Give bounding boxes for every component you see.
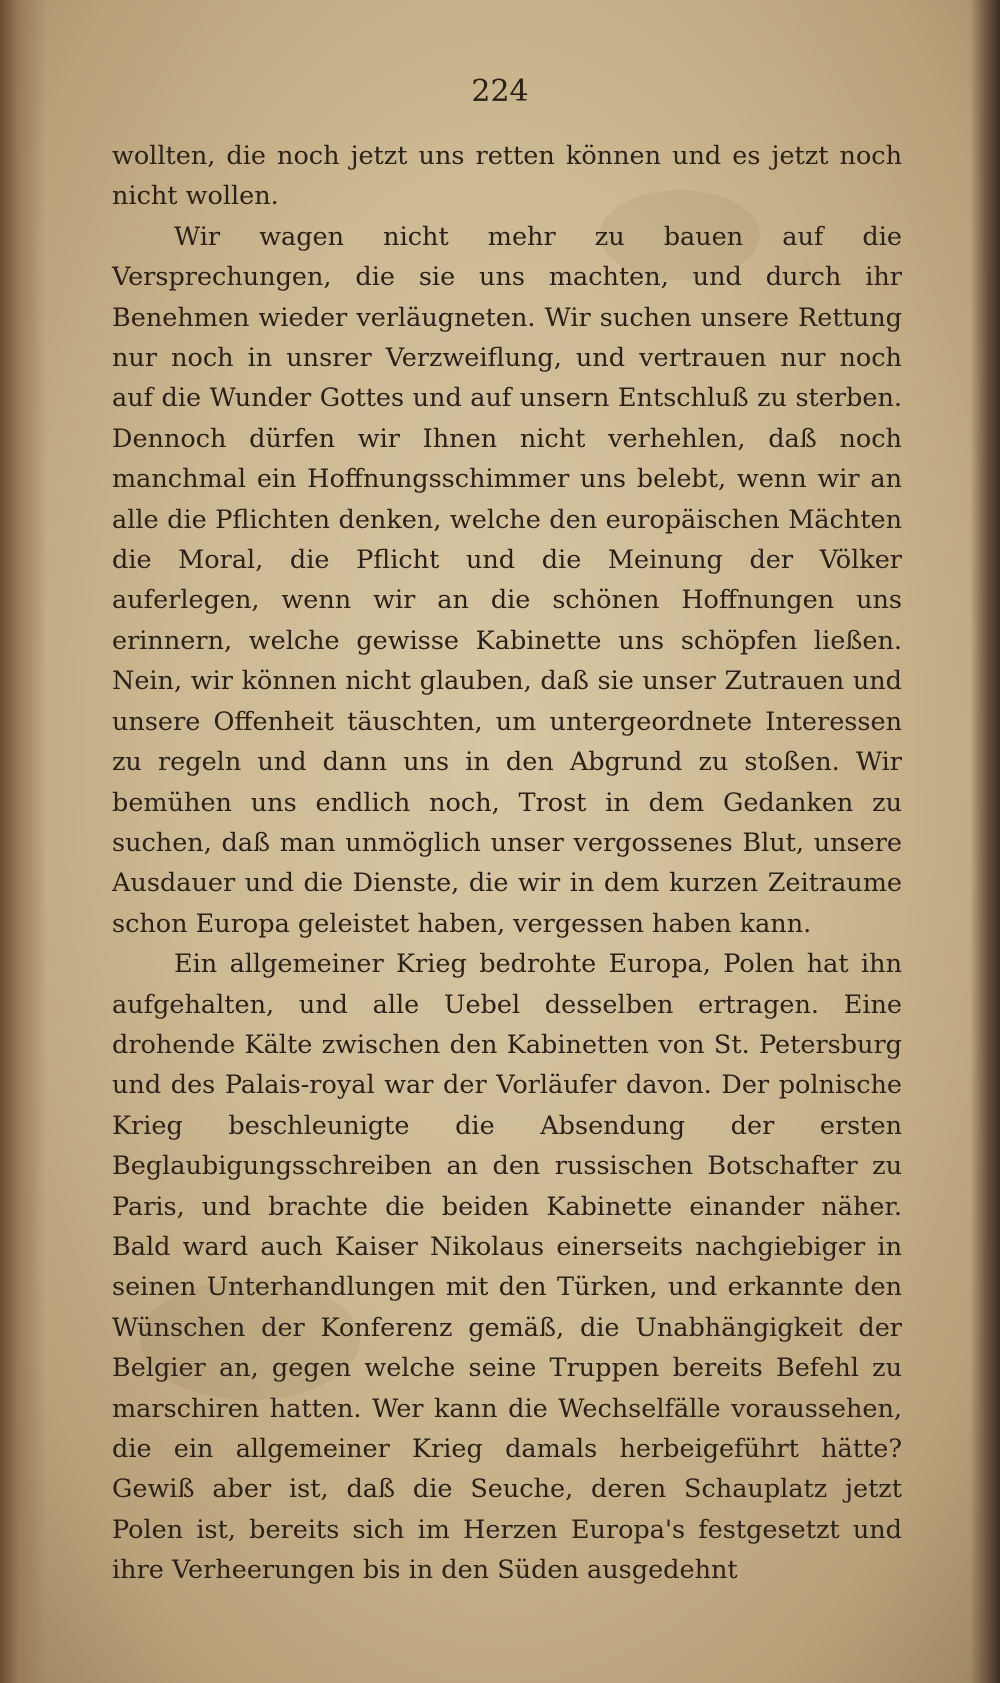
page-edge-left (0, 0, 46, 1683)
page-number: 224 (471, 74, 529, 109)
paragraph: Ein allgemeiner Krieg bedrohte Europa, Polen hat ihn aufgehalten, und alle Uebel desselben ertragen. Eine drohende Kälte zwischen den Kabinetten von St. Petersburg und des Palais-royal war der Vorläufer davon. Der polnische Krieg beschleunigte die Absendung der ersten Beglaubigungsschreiben an den russischen Botschafter zu Paris, und brachte die beiden Kabinette einander näher. Bald ward auch Kaiser Nikolaus einerseits nachgiebiger in seinen Unterhandlungen mit den Türken, und erkannte den Wünschen der Konferenz gemäß, die Unabhängigkeit der Belgier an, gegen welche seine Truppen bereits Befehl zu marschiren hatten. Wer kann die Wechselfälle voraussehen, die ein allgemeiner Krieg damals herbeigeführt hätte? Gewiß aber ist, daß die Seuche, deren Schauplatz jetzt Polen ist, bereits sich im Herzen Europa's festgesetzt und ihre Verheerungen bis in den Süden ausgedehnt (112, 949, 902, 1586)
page-edge-right (970, 0, 1000, 1683)
paragraph: Wir wagen nicht mehr zu bauen auf die Versprechungen, die sie uns machten, und durch ihr Benehmen wieder verläugneten. Wir suchen unsere Rettung nur noch in unsrer Verzweiflung, und vertrauen nur noch auf die Wunder Gottes und auf unsern Entschluß zu sterben. Dennoch dürfen wir Ihnen nicht verhehlen, daß noch manchmal ein Hoffnungsschimmer uns belebt, wenn wir an alle die Pflichten denken, welche den europäischen Mächten die Moral, die Pflicht und die Meinung der Völker auferlegen, wenn wir an die schönen Hoffnungen uns erinnern, welche gewisse Kabinette uns schöpfen ließen. Nein, wir können nicht glauben, daß sie unser Zutrauen und unsere Offenheit täuschten, um untergeordnete Interessen zu regeln und dann uns in den Abgrund zu stoßen. Wir bemühen uns endlich noch, Trost in dem Gedanken zu suchen, daß man unmöglich unser vergossenes Blut, unsere Ausdauer und die Dienste, die wir in dem kurzen Zeitraume schon Europa geleistet haben, vergessen haben kann. (112, 221, 902, 939)
body-text (112, 136, 902, 1591)
paragraph: wollten, die noch jetzt uns retten können und es jetzt noch nicht wollen. (112, 141, 902, 212)
